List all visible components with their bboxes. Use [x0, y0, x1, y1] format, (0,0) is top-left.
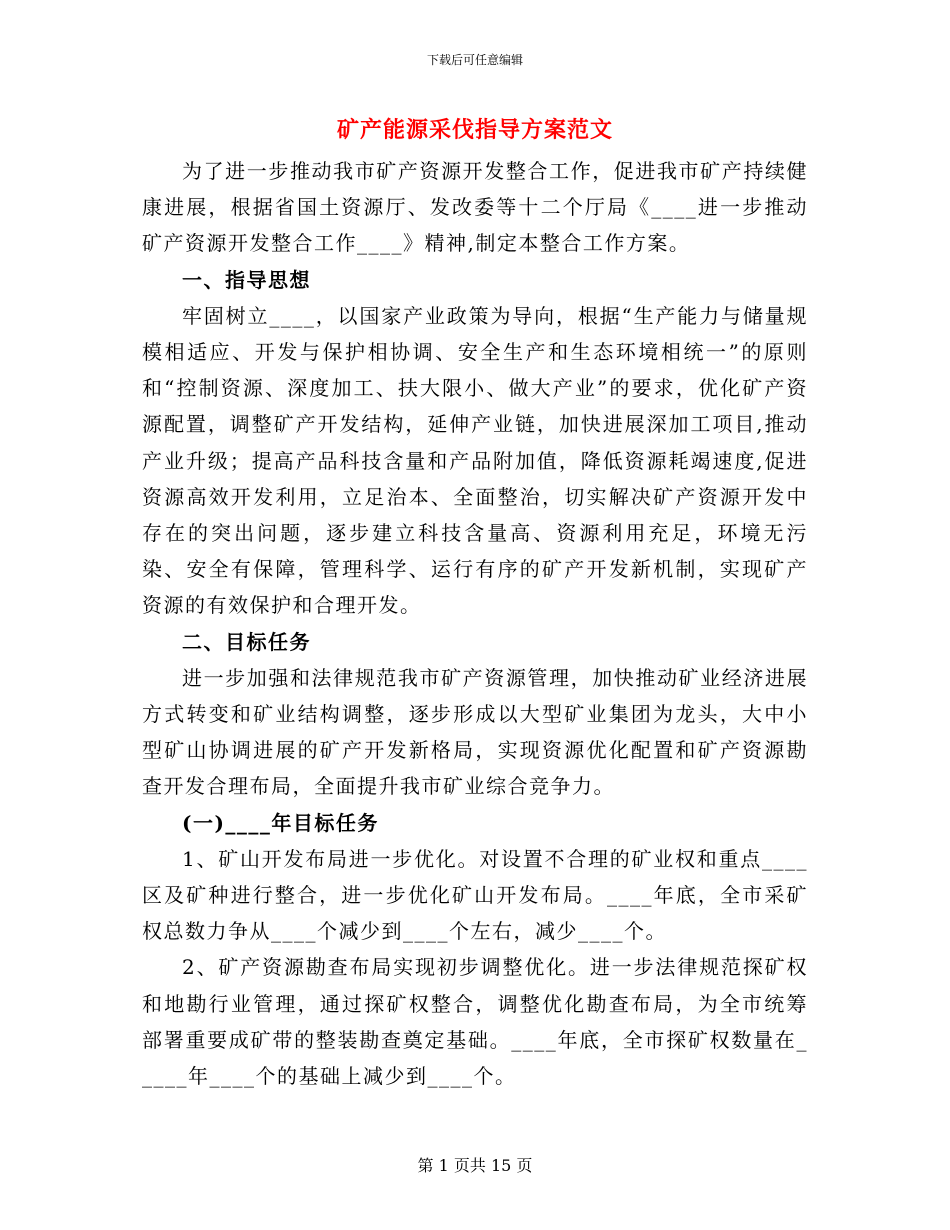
page-number-footer: 第 1 页共 15 页: [417, 1156, 533, 1175]
document-body: [142, 153, 808, 1094]
goals-tasks-paragraph: 进一步加强和法律规范我市矿产资源管理，加快推动矿业经济进展方式转变和矿业结构调整，逐步形成以大型矿业集团为龙头，大中小型矿山协调进展的矿产开发新格局，实现资源优化配置和矿产资源勘查开发合理布局，全面提升我市矿业综合竞争力。: [142, 665, 808, 799]
subsection-heading-annual-goals: (一)____年目标任务: [182, 810, 379, 835]
annual-goal-item-2: 2、矿产资源勘查布局实现初步调整优化。进一步法律规范探矿权和地勘行业管理，通过探矿权整合，调整优化勘查布局，为全市统筹部署重要成矿带的整装勘查奠定基础。____年底，全市探矿权数量在_____年____个的基础上减少到____个。: [142, 955, 808, 1089]
intro-paragraph: 为了进一步推动我市矿产资源开发整合工作，促进我市矿产持续健康进展，根据省国土资源厅、发改委等十二个厅局《____进一步推动矿产资源开发整合工作____》精神,制定本整合工作方案。: [142, 159, 808, 256]
guiding-ideology-paragraph: 牢固树立____，以国家产业政策为导向，根据“生产能力与储量规模相适应、开发与保护相协调、安全生产和生态环境相统一”的原则和“控制资源、深度加工、扶大限小、做大产业”的要求，优化矿产资源配置，调整矿产开发结构，延伸产业链，加快进展深加工项目,推动产业升级；提高产品科技含量和产品附加值，降低资源耗竭速度,促进资源高效开发利用，立足治本、全面整治，切实解决矿产资源开发中存在的突出问题，逐步建立科技含量高、资源利用充足，环境无污染、安全有保障，管理科学、运行有序的矿产开发新机制，实现矿产资源的有效保护和合理开发。: [142, 303, 808, 618]
document-title: 矿产能源采伐指导方案范文: [336, 117, 613, 143]
annual-goal-item-1: 1、矿山开发布局进一步优化。对设置不合理的矿业权和重点____区及矿种进行整合，进一步优化矿山开发布局。____年底，全市采矿权总数力争从____个减少到____个左右，减少____个。: [142, 846, 808, 944]
page-header: 下载后可任意编辑: [426, 53, 523, 67]
section-heading-goals-tasks: 二、目标任务: [182, 629, 311, 654]
section-heading-guiding-ideology: 一、指导思想: [182, 267, 311, 292]
